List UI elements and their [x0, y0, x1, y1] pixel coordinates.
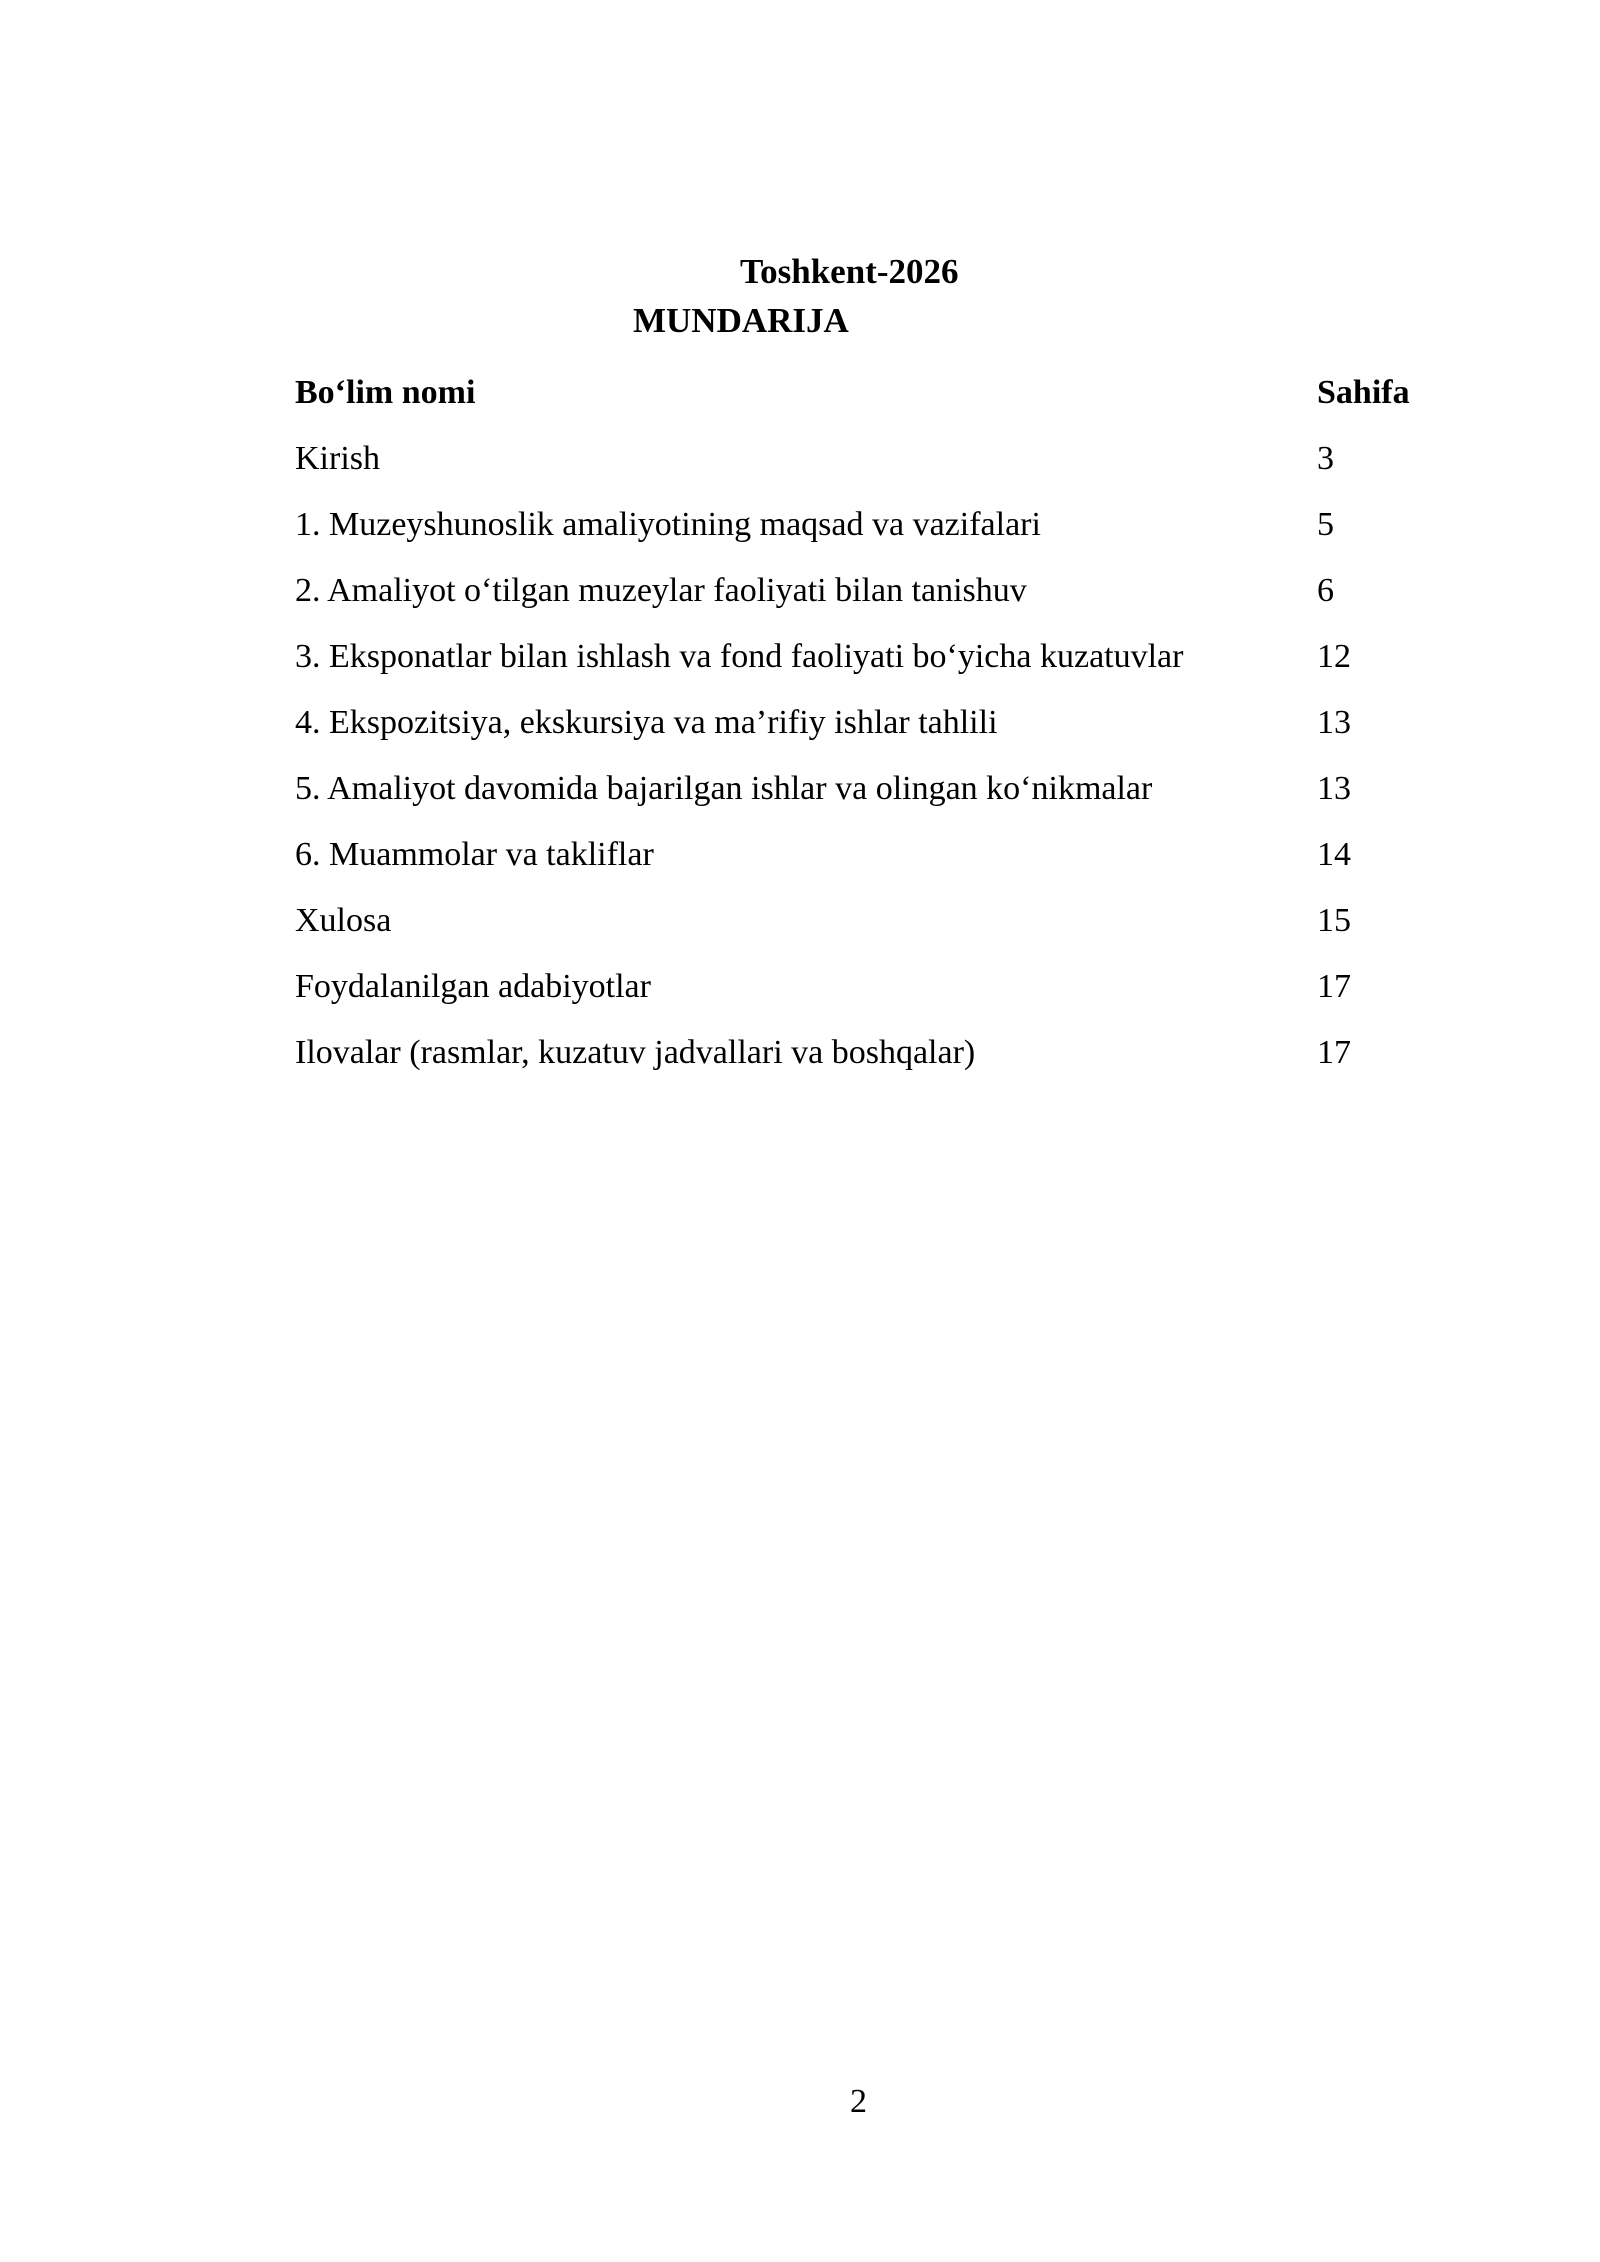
toc-entry-title: 4. Ekspozitsiya, ekskursiya va ma’rifiy ishlar tahlili [295, 704, 998, 741]
toc-entry-title: Ilovalar (rasmlar, kuzatuv jadvallari va boshqalar) [295, 1034, 976, 1071]
toc-entry-page: 12 [1317, 638, 1351, 675]
toc-entry-page: 5 [1317, 506, 1334, 543]
toc-entry-title: Xulosa [295, 902, 392, 939]
toc-entry-page: 13 [1317, 704, 1351, 741]
table-of-contents-title: MUNDARIJA [633, 301, 849, 340]
toc-entry-title: 2. Amaliyot o‘tilgan muzeylar faoliyati bilan tanishuv [295, 572, 1027, 609]
toc-entry-title: 5. Amaliyot davomida bajarilgan ishlar va olingan ko‘nikmalar [295, 770, 1153, 807]
toc-header-page-label: Sahifa [1317, 374, 1410, 411]
toc-entry-title: 1. Muzeyshunoslik amaliyotining maqsad va vazifalari [295, 506, 1041, 543]
toc-entry-page: 15 [1317, 902, 1351, 939]
toc-entry [295, 498, 1435, 564]
toc-entry [295, 696, 1435, 762]
city-year-heading: Toshkent-2026 [740, 252, 959, 291]
toc-entry [295, 630, 1435, 696]
toc-entry [295, 828, 1435, 894]
toc-entry-title: Foydalanilgan adabiyotlar [295, 968, 651, 1005]
page-number: 2 [850, 2083, 867, 2120]
toc-entry [295, 1026, 1435, 1092]
toc-entry-page: 6 [1317, 572, 1334, 609]
toc-entry-page: 3 [1317, 440, 1334, 477]
toc-entry-page: 13 [1317, 770, 1351, 807]
toc-entry-page: 17 [1317, 968, 1351, 1005]
table-of-contents [295, 366, 1435, 1092]
toc-header-row [295, 366, 1435, 432]
toc-entry [295, 432, 1435, 498]
toc-entry-page: 17 [1317, 1034, 1351, 1071]
toc-header-section-label: Bo‘lim nomi [295, 374, 476, 411]
toc-entry-title: 6. Muammolar va takliflar [295, 836, 654, 873]
toc-entry-page: 14 [1317, 836, 1351, 873]
toc-entry [295, 960, 1435, 1026]
toc-entry [295, 564, 1435, 630]
toc-entry [295, 762, 1435, 828]
toc-entry-title: 3. Eksponatlar bilan ishlash va fond faoliyati bo‘yicha kuzatuvlar [295, 638, 1184, 675]
toc-entry [295, 894, 1435, 960]
toc-entry-title: Kirish [295, 440, 380, 477]
